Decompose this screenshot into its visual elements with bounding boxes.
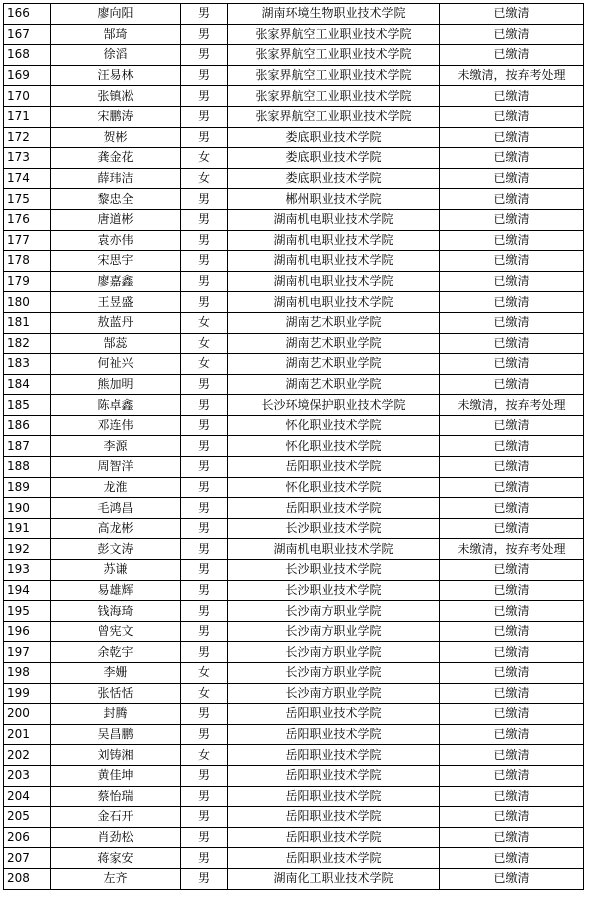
- gender-cell: 女: [181, 333, 228, 354]
- row-number-cell: 197: [4, 642, 51, 663]
- student-name-cell: 唐道彬: [51, 209, 181, 230]
- row-number-cell: 184: [4, 374, 51, 395]
- payment-status-cell: 已缴清: [440, 271, 584, 292]
- payment-status-cell: 已缴清: [440, 704, 584, 725]
- gender-cell: 男: [181, 539, 228, 560]
- student-name-cell: 王昱盛: [51, 292, 181, 313]
- row-number-cell: 201: [4, 724, 51, 745]
- gender-cell: 男: [181, 560, 228, 581]
- payment-status-cell: 已缴清: [440, 148, 584, 169]
- gender-cell: 男: [181, 127, 228, 148]
- table-row: [4, 333, 584, 354]
- table-row: [4, 374, 584, 395]
- row-number-cell: 181: [4, 312, 51, 333]
- student-name-cell: 敖蓝丹: [51, 312, 181, 333]
- gender-cell: 女: [181, 168, 228, 189]
- table-row: [4, 251, 584, 272]
- school-name-cell: 娄底职业技术学院: [228, 127, 440, 148]
- table-row: [4, 477, 584, 498]
- payment-status-cell: 未缴清，按弃考处理: [440, 539, 584, 560]
- school-name-cell: 怀化职业技术学院: [228, 415, 440, 436]
- table-row: [4, 683, 584, 704]
- table-row: [4, 230, 584, 251]
- row-number-cell: 186: [4, 415, 51, 436]
- gender-cell: 男: [181, 457, 228, 478]
- school-name-cell: 岳阳职业技术学院: [228, 724, 440, 745]
- row-number-cell: 199: [4, 683, 51, 704]
- gender-cell: 女: [181, 683, 228, 704]
- row-number-cell: 187: [4, 436, 51, 457]
- row-number-cell: 180: [4, 292, 51, 313]
- gender-cell: 男: [181, 106, 228, 127]
- table-row: [4, 621, 584, 642]
- table-row: [4, 518, 584, 539]
- gender-cell: 男: [181, 436, 228, 457]
- payment-status-cell: 已缴清: [440, 333, 584, 354]
- row-number-cell: 189: [4, 477, 51, 498]
- gender-cell: 女: [181, 663, 228, 684]
- table-row: [4, 580, 584, 601]
- gender-cell: 男: [181, 580, 228, 601]
- table-row: [4, 786, 584, 807]
- payment-status-cell: 已缴清: [440, 436, 584, 457]
- payment-status-cell: 已缴清: [440, 251, 584, 272]
- student-name-cell: 吴昌鹏: [51, 724, 181, 745]
- table-row: [4, 807, 584, 828]
- school-name-cell: 岳阳职业技术学院: [228, 786, 440, 807]
- student-name-cell: 郜琦: [51, 24, 181, 45]
- payment-status-cell: 已缴清: [440, 560, 584, 581]
- payment-status-cell: 已缴清: [440, 765, 584, 786]
- gender-cell: 男: [181, 765, 228, 786]
- school-name-cell: 长沙职业技术学院: [228, 560, 440, 581]
- payment-status-cell: 已缴清: [440, 621, 584, 642]
- student-name-cell: 钱海琦: [51, 601, 181, 622]
- school-name-cell: 长沙南方职业学院: [228, 683, 440, 704]
- table-row: [4, 271, 584, 292]
- school-name-cell: 湖南艺术职业学院: [228, 374, 440, 395]
- gender-cell: 男: [181, 395, 228, 416]
- school-name-cell: 张家界航空工业职业技术学院: [228, 45, 440, 66]
- payment-status-cell: 已缴清: [440, 457, 584, 478]
- payment-status-cell: 已缴清: [440, 601, 584, 622]
- gender-cell: 男: [181, 868, 228, 889]
- gender-cell: 男: [181, 189, 228, 210]
- table-row: [4, 395, 584, 416]
- school-name-cell: 长沙职业技术学院: [228, 518, 440, 539]
- student-name-cell: 廖向阳: [51, 4, 181, 25]
- student-payment-table: [3, 3, 584, 890]
- row-number-cell: 195: [4, 601, 51, 622]
- school-name-cell: 湖南机电职业技术学院: [228, 251, 440, 272]
- row-number-cell: 174: [4, 168, 51, 189]
- school-name-cell: 张家界航空工业职业技术学院: [228, 86, 440, 107]
- school-name-cell: 郴州职业技术学院: [228, 189, 440, 210]
- payment-status-cell: 已缴清: [440, 209, 584, 230]
- school-name-cell: 张家界航空工业职业技术学院: [228, 106, 440, 127]
- row-number-cell: 188: [4, 457, 51, 478]
- student-name-cell: 黎忠全: [51, 189, 181, 210]
- table-row: [4, 601, 584, 622]
- school-name-cell: 长沙南方职业学院: [228, 621, 440, 642]
- student-name-cell: 李源: [51, 436, 181, 457]
- student-name-cell: 薛玮洁: [51, 168, 181, 189]
- table-row: [4, 765, 584, 786]
- payment-status-cell: 已缴清: [440, 415, 584, 436]
- school-name-cell: 岳阳职业技术学院: [228, 498, 440, 519]
- row-number-cell: 169: [4, 65, 51, 86]
- table-row: [4, 868, 584, 889]
- row-number-cell: 203: [4, 765, 51, 786]
- table-row: [4, 189, 584, 210]
- gender-cell: 男: [181, 415, 228, 436]
- payment-status-cell: 已缴清: [440, 4, 584, 25]
- student-name-cell: 郜蕊: [51, 333, 181, 354]
- gender-cell: 男: [181, 251, 228, 272]
- school-name-cell: 娄底职业技术学院: [228, 168, 440, 189]
- table-row: [4, 168, 584, 189]
- school-name-cell: 湖南艺术职业学院: [228, 354, 440, 375]
- row-number-cell: 192: [4, 539, 51, 560]
- school-name-cell: 湖南环境生物职业技术学院: [228, 4, 440, 25]
- school-name-cell: 张家界航空工业职业技术学院: [228, 24, 440, 45]
- student-name-cell: 苏谦: [51, 560, 181, 581]
- row-number-cell: 166: [4, 4, 51, 25]
- payment-status-cell: 已缴清: [440, 45, 584, 66]
- payment-status-cell: 已缴清: [440, 127, 584, 148]
- row-number-cell: 167: [4, 24, 51, 45]
- school-name-cell: 湖南艺术职业学院: [228, 333, 440, 354]
- student-name-cell: 余乾宇: [51, 642, 181, 663]
- row-number-cell: 202: [4, 745, 51, 766]
- student-name-cell: 蒋家安: [51, 848, 181, 869]
- gender-cell: 男: [181, 848, 228, 869]
- table-row: [4, 457, 584, 478]
- table-row: [4, 354, 584, 375]
- row-number-cell: 170: [4, 86, 51, 107]
- row-number-cell: 194: [4, 580, 51, 601]
- student-name-cell: 陈卓鑫: [51, 395, 181, 416]
- student-name-cell: 何祉兴: [51, 354, 181, 375]
- table-row: [4, 312, 584, 333]
- school-name-cell: 娄底职业技术学院: [228, 148, 440, 169]
- table-row: [4, 45, 584, 66]
- student-name-cell: 宋思宇: [51, 251, 181, 272]
- row-number-cell: 182: [4, 333, 51, 354]
- table-row: [4, 848, 584, 869]
- payment-status-cell: 已缴清: [440, 354, 584, 375]
- row-number-cell: 193: [4, 560, 51, 581]
- gender-cell: 男: [181, 209, 228, 230]
- table-row: [4, 539, 584, 560]
- school-name-cell: 湖南机电职业技术学院: [228, 209, 440, 230]
- document-page: [3, 3, 584, 890]
- payment-status-cell: 已缴清: [440, 580, 584, 601]
- row-number-cell: 178: [4, 251, 51, 272]
- gender-cell: 男: [181, 65, 228, 86]
- row-number-cell: 190: [4, 498, 51, 519]
- student-name-cell: 封腾: [51, 704, 181, 725]
- row-number-cell: 173: [4, 148, 51, 169]
- table-row: [4, 86, 584, 107]
- payment-status-cell: 未缴清，按弃考处理: [440, 65, 584, 86]
- table-row: [4, 4, 584, 25]
- student-name-cell: 宋鹏涛: [51, 106, 181, 127]
- payment-status-cell: 已缴清: [440, 786, 584, 807]
- student-name-cell: 汪易林: [51, 65, 181, 86]
- gender-cell: 女: [181, 312, 228, 333]
- table-row: [4, 560, 584, 581]
- gender-cell: 男: [181, 786, 228, 807]
- student-name-cell: 龚金花: [51, 148, 181, 169]
- student-name-cell: 曾宪文: [51, 621, 181, 642]
- payment-status-cell: 已缴清: [440, 292, 584, 313]
- student-name-cell: 黄佳坤: [51, 765, 181, 786]
- gender-cell: 男: [181, 704, 228, 725]
- table-row: [4, 436, 584, 457]
- row-number-cell: 208: [4, 868, 51, 889]
- row-number-cell: 168: [4, 45, 51, 66]
- school-name-cell: 岳阳职业技术学院: [228, 745, 440, 766]
- school-name-cell: 湖南化工职业技术学院: [228, 868, 440, 889]
- payment-status-cell: 已缴清: [440, 86, 584, 107]
- payment-status-cell: 已缴清: [440, 868, 584, 889]
- table-row: [4, 724, 584, 745]
- gender-cell: 男: [181, 827, 228, 848]
- school-name-cell: 长沙环境保护职业技术学院: [228, 395, 440, 416]
- gender-cell: 男: [181, 230, 228, 251]
- row-number-cell: 172: [4, 127, 51, 148]
- student-name-cell: 龙淮: [51, 477, 181, 498]
- row-number-cell: 171: [4, 106, 51, 127]
- payment-status-cell: 已缴清: [440, 724, 584, 745]
- school-name-cell: 岳阳职业技术学院: [228, 457, 440, 478]
- payment-status-cell: 已缴清: [440, 312, 584, 333]
- school-name-cell: 岳阳职业技术学院: [228, 848, 440, 869]
- table-row: [4, 292, 584, 313]
- student-name-cell: 熊加明: [51, 374, 181, 395]
- school-name-cell: 湖南艺术职业学院: [228, 312, 440, 333]
- row-number-cell: 191: [4, 518, 51, 539]
- gender-cell: 男: [181, 601, 228, 622]
- gender-cell: 男: [181, 271, 228, 292]
- gender-cell: 男: [181, 498, 228, 519]
- payment-status-cell: 已缴清: [440, 518, 584, 539]
- row-number-cell: 200: [4, 704, 51, 725]
- school-name-cell: 长沙职业技术学院: [228, 580, 440, 601]
- row-number-cell: 176: [4, 209, 51, 230]
- student-name-cell: 李姗: [51, 663, 181, 684]
- table-row: [4, 65, 584, 86]
- school-name-cell: 长沙南方职业学院: [228, 663, 440, 684]
- student-name-cell: 徐滔: [51, 45, 181, 66]
- row-number-cell: 175: [4, 189, 51, 210]
- table-row: [4, 127, 584, 148]
- table-row: [4, 209, 584, 230]
- payment-status-cell: 已缴清: [440, 374, 584, 395]
- row-number-cell: 198: [4, 663, 51, 684]
- payment-status-cell: 已缴清: [440, 642, 584, 663]
- student-name-cell: 张恬恬: [51, 683, 181, 704]
- row-number-cell: 196: [4, 621, 51, 642]
- gender-cell: 男: [181, 621, 228, 642]
- payment-status-cell: 已缴清: [440, 498, 584, 519]
- school-name-cell: 岳阳职业技术学院: [228, 704, 440, 725]
- gender-cell: 女: [181, 354, 228, 375]
- payment-status-cell: 已缴清: [440, 477, 584, 498]
- student-name-cell: 袁亦伟: [51, 230, 181, 251]
- student-name-cell: 蔡怡瑞: [51, 786, 181, 807]
- payment-status-cell: 已缴清: [440, 230, 584, 251]
- table-row: [4, 106, 584, 127]
- gender-cell: 男: [181, 24, 228, 45]
- payment-status-cell: 已缴清: [440, 106, 584, 127]
- gender-cell: 女: [181, 745, 228, 766]
- school-name-cell: 怀化职业技术学院: [228, 477, 440, 498]
- table-row: [4, 498, 584, 519]
- payment-status-cell: 已缴清: [440, 24, 584, 45]
- table-row: [4, 642, 584, 663]
- gender-cell: 男: [181, 45, 228, 66]
- payment-status-cell: 已缴清: [440, 745, 584, 766]
- student-name-cell: 肖劲松: [51, 827, 181, 848]
- table-row: [4, 663, 584, 684]
- row-number-cell: 207: [4, 848, 51, 869]
- payment-status-cell: 已缴清: [440, 663, 584, 684]
- table-row: [4, 827, 584, 848]
- row-number-cell: 185: [4, 395, 51, 416]
- row-number-cell: 206: [4, 827, 51, 848]
- student-name-cell: 周智洋: [51, 457, 181, 478]
- school-name-cell: 岳阳职业技术学院: [228, 765, 440, 786]
- table-row: [4, 415, 584, 436]
- gender-cell: 男: [181, 724, 228, 745]
- student-name-cell: 易雄辉: [51, 580, 181, 601]
- table-body: [4, 4, 584, 890]
- row-number-cell: 205: [4, 807, 51, 828]
- school-name-cell: 怀化职业技术学院: [228, 436, 440, 457]
- row-number-cell: 177: [4, 230, 51, 251]
- school-name-cell: 湖南机电职业技术学院: [228, 292, 440, 313]
- table-row: [4, 24, 584, 45]
- school-name-cell: 张家界航空工业职业技术学院: [228, 65, 440, 86]
- student-name-cell: 毛鸿昌: [51, 498, 181, 519]
- table-row: [4, 745, 584, 766]
- student-name-cell: 张镇凇: [51, 86, 181, 107]
- student-name-cell: 贺彬: [51, 127, 181, 148]
- student-name-cell: 左齐: [51, 868, 181, 889]
- row-number-cell: 183: [4, 354, 51, 375]
- gender-cell: 男: [181, 518, 228, 539]
- payment-status-cell: 未缴清，按弃考处理: [440, 395, 584, 416]
- student-name-cell: 刘铸湘: [51, 745, 181, 766]
- gender-cell: 男: [181, 86, 228, 107]
- row-number-cell: 179: [4, 271, 51, 292]
- student-name-cell: 邓连伟: [51, 415, 181, 436]
- gender-cell: 男: [181, 4, 228, 25]
- payment-status-cell: 已缴清: [440, 827, 584, 848]
- gender-cell: 男: [181, 292, 228, 313]
- table-row: [4, 704, 584, 725]
- student-name-cell: 金石开: [51, 807, 181, 828]
- payment-status-cell: 已缴清: [440, 683, 584, 704]
- student-name-cell: 彭文涛: [51, 539, 181, 560]
- table-row: [4, 148, 584, 169]
- gender-cell: 男: [181, 642, 228, 663]
- school-name-cell: 长沙南方职业学院: [228, 642, 440, 663]
- school-name-cell: 湖南机电职业技术学院: [228, 230, 440, 251]
- school-name-cell: 岳阳职业技术学院: [228, 807, 440, 828]
- gender-cell: 男: [181, 807, 228, 828]
- payment-status-cell: 已缴清: [440, 807, 584, 828]
- gender-cell: 男: [181, 477, 228, 498]
- payment-status-cell: 已缴清: [440, 168, 584, 189]
- student-name-cell: 廖嘉鑫: [51, 271, 181, 292]
- payment-status-cell: 已缴清: [440, 848, 584, 869]
- school-name-cell: 长沙南方职业学院: [228, 601, 440, 622]
- school-name-cell: 湖南机电职业技术学院: [228, 271, 440, 292]
- gender-cell: 女: [181, 148, 228, 169]
- student-name-cell: 高龙彬: [51, 518, 181, 539]
- school-name-cell: 湖南机电职业技术学院: [228, 539, 440, 560]
- payment-status-cell: 已缴清: [440, 189, 584, 210]
- row-number-cell: 204: [4, 786, 51, 807]
- gender-cell: 男: [181, 374, 228, 395]
- school-name-cell: 岳阳职业技术学院: [228, 827, 440, 848]
